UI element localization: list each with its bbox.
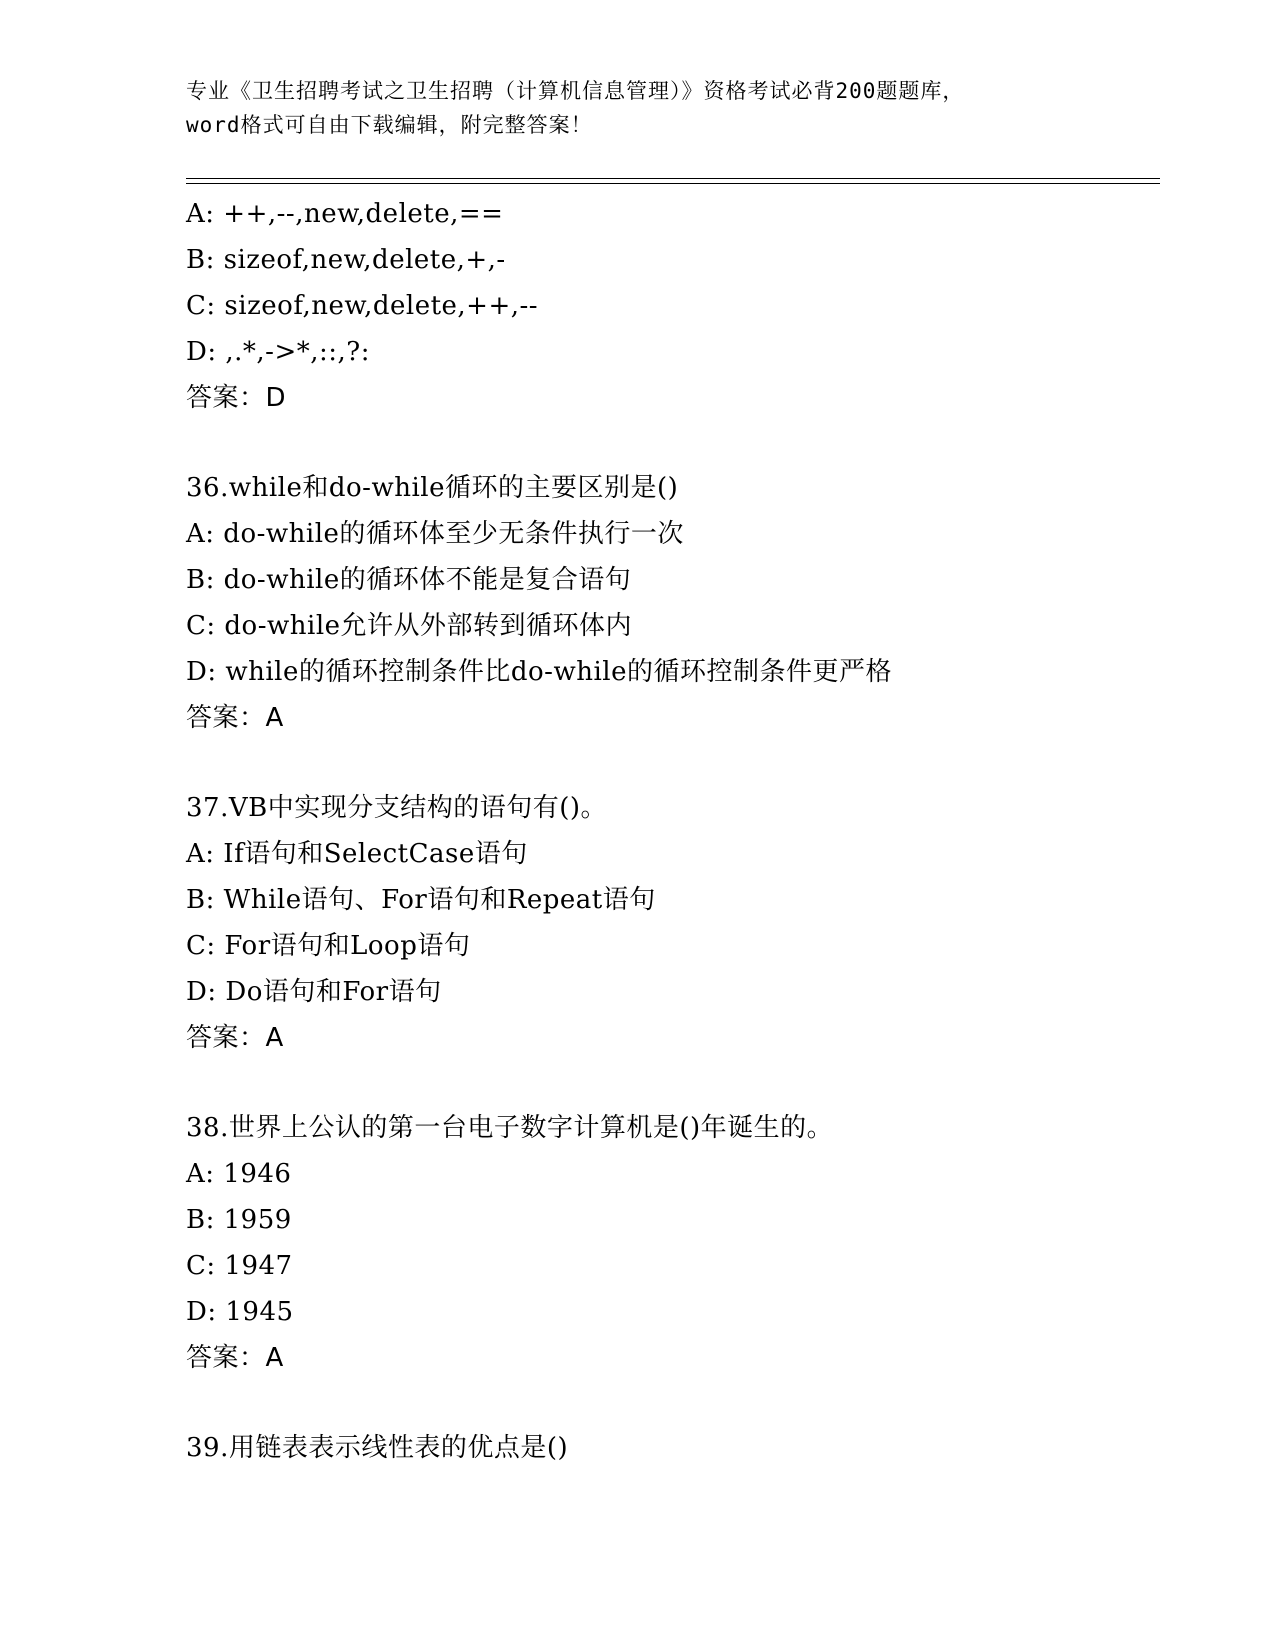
option-c: C: sizeof,new,delete,++,-- [186, 291, 539, 321]
option-d: D: 1945 [186, 1297, 294, 1327]
question-stem: 37.VB中实现分支结构的语句有()。 [186, 793, 608, 823]
option-b: B: sizeof,new,delete,+,- [186, 245, 506, 275]
option-b: B: While语句、For语句和Repeat语句 [186, 885, 656, 915]
option-b: B: 1959 [186, 1205, 292, 1235]
header-title-line-2: word格式可自由下载编辑，附完整答案！ [186, 113, 593, 137]
option-d: D: Do语句和For语句 [186, 977, 442, 1007]
option-d: D: ,.*,->*,::,?: [186, 337, 370, 367]
option-c: C: 1947 [186, 1251, 293, 1281]
question-37 [186, 785, 1186, 1061]
question-stem: 39.用链表表示线性表的优点是() [186, 1433, 569, 1463]
answer-line: 答案：A [186, 1343, 284, 1373]
answer-line: 答案：D [186, 383, 287, 413]
question-39 [186, 1425, 1186, 1471]
option-b: B: do-while的循环体不能是复合语句 [186, 565, 632, 595]
question-38 [186, 1105, 1186, 1381]
question-spacer [186, 741, 1186, 785]
answer-line: 答案：A [186, 1023, 284, 1053]
question-stem: 36.while和do-while循环的主要区别是() [186, 473, 679, 503]
option-c: C: For语句和Loop语句 [186, 931, 471, 961]
answer-line: 答案：A [186, 703, 284, 733]
header-title-line-1: 专业《卫生招聘考试之卫生招聘（计算机信息管理）》资格考试必背200题题库， [186, 79, 965, 103]
option-d: D: while的循环控制条件比do-while的循环控制条件更严格 [186, 657, 892, 687]
option-a: A: ++,--,new,delete,== [186, 199, 504, 229]
option-a: A: 1946 [186, 1159, 292, 1189]
question-spacer [186, 1061, 1186, 1105]
option-c: C: do-while允许从外部转到循环体内 [186, 611, 633, 641]
header-divider-top [186, 178, 1160, 179]
question-list [186, 191, 1186, 1471]
question-36 [186, 465, 1186, 741]
option-a: A: If语句和SelectCase语句 [186, 839, 528, 869]
question-stem: 38.世界上公认的第一台电子数字计算机是()年诞生的。 [186, 1113, 834, 1143]
question-35-continued [186, 191, 1186, 421]
document-header [186, 74, 1106, 142]
question-spacer [186, 1381, 1186, 1425]
question-spacer [186, 421, 1186, 465]
option-a: A: do-while的循环体至少无条件执行一次 [186, 519, 684, 549]
header-divider-bottom [186, 183, 1160, 184]
